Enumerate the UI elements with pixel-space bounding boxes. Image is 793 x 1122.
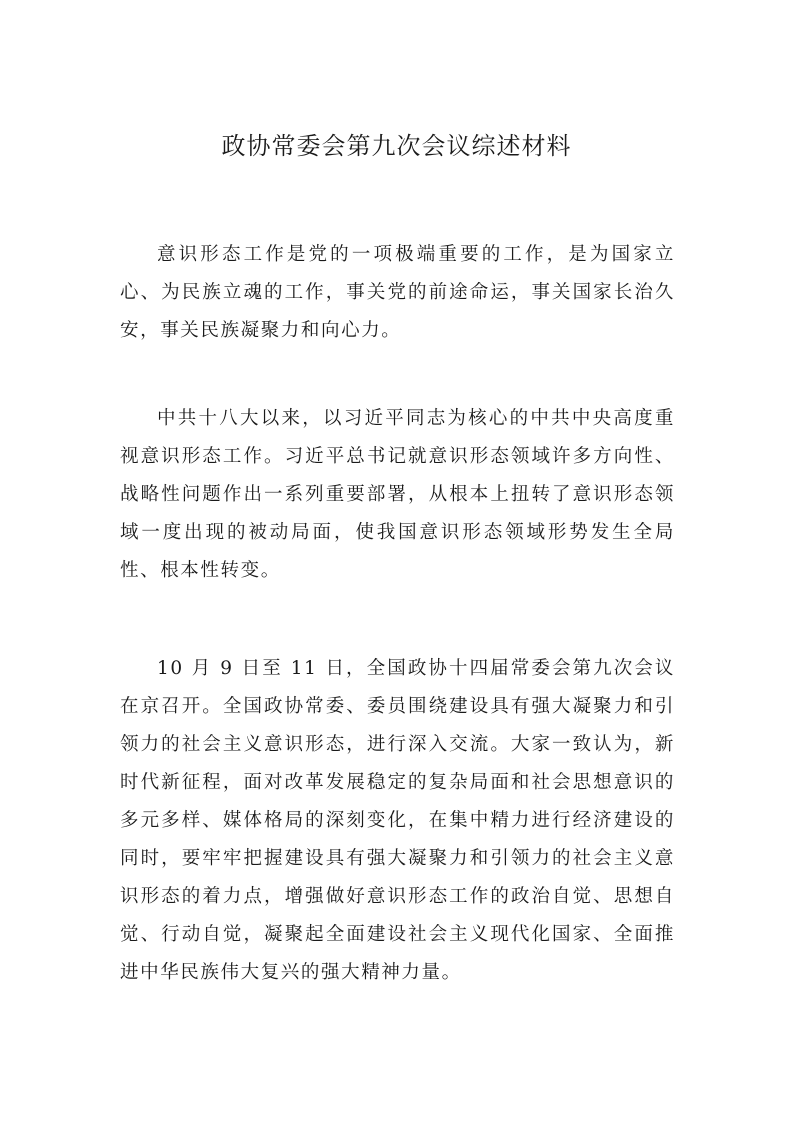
paragraph-ideology-work: 意识形态工作是党的一项极端重要的工作，是为国家立心、为民族立魂的工作，事关党的前途命运，事关国家长治久安，事关民族凝聚力和向心力。 <box>120 244 675 341</box>
paragraph-ninth-session: 10 月 9 日至 11 日，全国政协十四届常委会第九次会议在京召开。全国政协常委、委员围绕建设具有强大凝聚力和引领力的社会主义意识形态，进行深入交流。大家一致认为，新时代新征程，面对改革发展稳定的复杂局面和社会思想意识的多元多样、媒体格局的深刻变化，在集中精力进行经济建设的同时，要牢牢把握建设具有强大凝聚力和引领力的社会主义意识形态的着力点，增强做好意识形态工作的政治自觉、思想自觉、行动自觉，凝聚起全面建设社会主义现代化国家、全面推进中华民族伟大复兴的强大精神力量。 <box>120 658 675 983</box>
document-title: 政协常委会第九次会议综述材料 <box>221 132 572 160</box>
paragraph-since-18th-congress: 中共十八大以来，以习近平同志为核心的中共中央高度重视意识形态工作。习近平总书记就意识形态领域许多方向性、战略性问题作出一系列重要部署，从根本上扭转了意识形态领域一度出现的被动局面，使我国意识形态领域形势发生全局性、根本性转变。 <box>120 408 675 581</box>
